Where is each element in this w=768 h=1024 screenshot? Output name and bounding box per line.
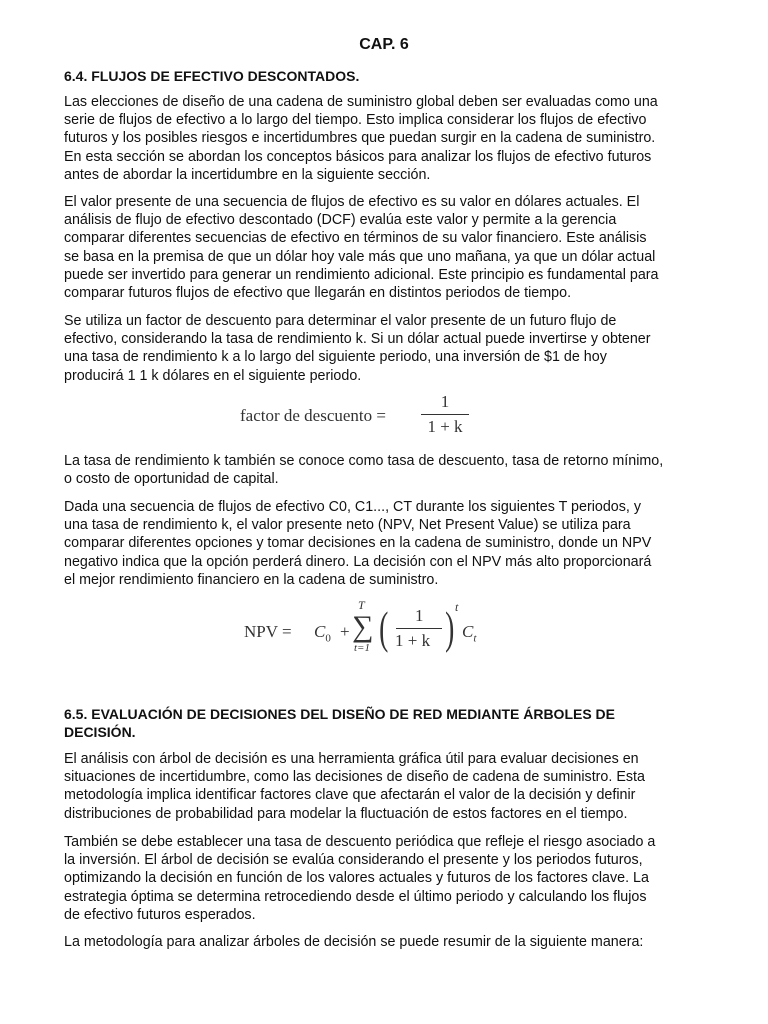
denominator: 1 + k	[395, 631, 431, 650]
paragraph: Dada una secuencia de flujos de efectivo C0, C1..., CT durante los siguientes T periodos, y una tasa de rendimiento k, el valor presente neto (NPV, Net Present Value) se utiliza para comparar diferentes opciones y tomar decisiones en la cadena de suministro, donde un NPV negativo indica que la opción perderá dinero. La decisión con el NPV más alto proporcionará el mejor rendimiento financiero en la cadena de suministro.	[64, 499, 652, 588]
fraction-bar	[421, 414, 469, 415]
right-paren: )	[445, 602, 455, 653]
c0-term: $C_0$	[314, 622, 331, 645]
chapter-title: CAP. 6	[359, 36, 409, 53]
fraction-bar	[396, 628, 442, 629]
npv-label: NPV =	[244, 622, 292, 641]
sum-lower-limit: t=1	[354, 642, 370, 654]
plus-sign: +	[340, 622, 350, 641]
summation-symbol: ∑	[352, 610, 374, 643]
numerator: 1	[415, 606, 424, 625]
denominator: 1 + k	[427, 417, 463, 436]
paragraph: También se debe establecer una tasa de descuento periódica que refleje el riesgo asociado a la inversión. El árbol de decisión se evalúa considerando el presente y los periodos futuros, optimizando la decisión en función de los valores actuales y futuros de los factores clave. La estrategia óptima se determina retrocediendo desde el último periodo y calculando los flujos de efectivo futuros esperados.	[64, 834, 656, 923]
left-paren: (	[379, 602, 389, 653]
paragraph: Se utiliza un factor de descuento para determinar el valor presente de un futuro flujo de efectivo, considerando la tasa de rendimiento k. Si un dólar actual puede invertirse y obtener una tasa de rendimiento k a lo largo del siguiente periodo, una inversión de $1 de hoy producirá 1 1 k dólares en el siguiente periodo.	[64, 313, 651, 384]
paragraph: La tasa de rendimiento k también se conoce como tasa de descuento, tasa de retorno mínimo, o costo de oportunidad de capital.	[64, 453, 664, 488]
section-6-5-heading: 6.5. EVALUACIÓN DE DECISIONES DEL DISEÑO DE RED MEDIANTE ÁRBOLES DE DECISIÓN.	[64, 706, 616, 740]
paragraph: Las elecciones de diseño de una cadena de suministro global deben ser evaluadas como una serie de flujos de efectivo a lo largo del tiempo. Esto implica considerar los flujos de efectivo futuros y los posibles riesgos e incertidumbres que puedan surgir en la cadena de suministro. En esta sección se abordan los conceptos básicos para analizar los flujos de efectivo futuros antes de abordar la incertidumbre en la siguiente sección.	[64, 94, 658, 183]
sum-upper-limit: T	[358, 598, 365, 612]
numerator: 1	[440, 392, 450, 411]
section-6-4-heading: 6.4. FLUJOS DE EFECTIVO DESCONTADOS.	[64, 68, 360, 84]
paragraph: La metodología para analizar árboles de decisión se puede resumir de la siguiente manera:	[64, 934, 644, 950]
exponent: t	[455, 600, 459, 614]
paragraph: El análisis con árbol de decisión es una herramienta gráfica útil para evaluar decisiones en situaciones de incertidumbre, como las decisiones de diseño de cadena de suministro. Esta metodología implica identificar factores clave que afectarán el valor de la decisión y definir distribuciones de probabilidad para modelar la fluctuación de estos factores en el tiempo.	[64, 751, 645, 822]
npv-formula	[244, 598, 494, 664]
ct-term: $C_t$	[462, 622, 477, 645]
formula-label: factor de descuento =	[240, 406, 386, 425]
fraction	[421, 392, 469, 437]
paragraph: El valor presente de una secuencia de flujos de efectivo es su valor en dólares actuales. El análisis de flujo de efectivo descontado (DCF) evalúa este valor y permite a la gerencia comparar diferentes secuencias de efectivo en términos de su valor financiero. Este análisis se basa en la premisa de que un dólar hoy vale más que uno mañana, ya que un dólar actual puede ser invertido para generar un rendimiento adicional. Este principio es fundamental para comparar futuros flujos de efectivo que llegarán en distintos periodos de tiempo.	[64, 194, 659, 302]
